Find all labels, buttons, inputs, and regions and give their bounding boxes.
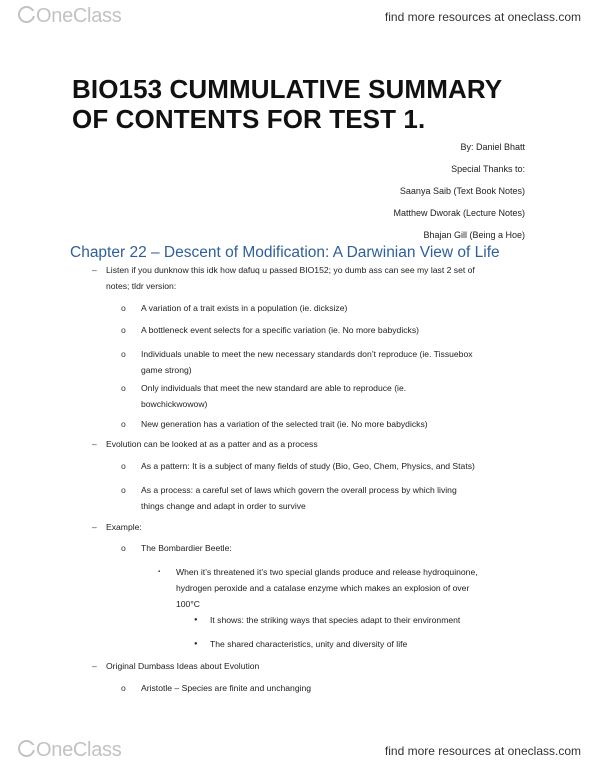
list-item-line: The shared characteristics, unity and diversity of life [210,639,408,649]
list-item-text [141,382,406,410]
credit-name: Saanya Saib (Text Book Notes) [399,186,525,196]
list-item-line: Individuals unable to meet the new necessary standards don’t reproduce (ie. Tissuebox [141,349,473,359]
bullet-marker-icon: – [92,439,97,449]
bullet-marker-icon: o [121,303,126,313]
list-item-line: A variation of a trait exists in a population (ie. dicksize) [141,303,348,313]
list-item-text [141,418,428,430]
credit-name: Matthew Dworak (Lecture Notes) [393,208,525,218]
bullet-marker-icon: o [121,461,126,471]
bullet-marker-icon: – [92,265,97,275]
list-item-text [106,660,259,672]
list-item-line: The Bombardier Beetle: [141,543,232,553]
title-line-1: BIO153 CUMMULATIVE SUMMARY [72,74,503,104]
list-item-line: As a pattern: It is a subject of many fields of study (Bio, Geo, Chem, Physics, and Stats) [141,461,475,471]
bullet-marker-icon: o [121,543,126,553]
list-item-text [176,566,478,610]
logo-text: OneClass [36,739,122,761]
list-item-line: It shows: the striking ways that species adapt to their environment [210,615,461,625]
list-item-line: As a process: a careful set of laws which govern the overall process by which living [141,485,457,495]
oneclass-logo-footer [18,740,121,760]
list-item-text [106,521,142,533]
bullet-marker-icon: – [92,522,97,532]
bullet-marker-icon: o [121,325,126,335]
list-item-line: Listen if you dunknow this idk how dafuq u passed BIO152; yo dumb ass can see my last 2 set of [106,265,475,275]
list-item-text [210,614,460,626]
bullet-marker-icon: o [121,683,126,693]
list-item-text [210,638,407,650]
logo-ring-icon [18,6,35,23]
list-item-line: Example: [106,522,142,532]
list-item-text [106,264,475,292]
list-item-line: When it’s threatened it’s two special glands produce and release hydroquinone, [176,567,478,577]
credit-thanks-label: Special Thanks to: [451,164,525,174]
bullet-marker-icon: ● [194,641,198,647]
list-item-line: 100°C [176,599,200,609]
list-item-text [141,484,457,512]
list-item-line: Original Dumbass Ideas about Evolution [106,661,260,671]
chapter-heading: Chapter 22 – Descent of Modification: A Darwinian View of Life [70,244,500,261]
footer-tagline[interactable]: find more resources at oneclass.com [384,744,581,758]
bullet-marker-icon: o [121,485,126,495]
list-item-line: notes; tldr version: [106,281,177,291]
bullet-marker-icon: o [121,419,126,429]
list-item-line: game strong) [141,365,192,375]
list-item-text [141,682,311,694]
bullet-marker-icon: ▪ [158,569,161,575]
credit-name: Bhajan Gill (Being a Hoe) [423,230,525,240]
list-item-line: Aristotle – Species are finite and unchanging [141,683,312,693]
list-item-line: Only individuals that meet the new standard are able to reproduce (ie. [141,383,407,393]
list-item-line: A bottleneck event selects for a specific variation (ie. No more babydicks) [141,325,419,335]
logo-text: OneClass [36,5,122,27]
list-item-line: Evolution can be looked at as a patter and as a process [106,439,318,449]
list-item-text [141,348,473,376]
list-item-line: things change and adapt in order to survive [141,501,306,511]
document-title [72,74,552,134]
list-item-text [141,460,475,472]
credit-author: By: Daniel Bhatt [460,142,525,152]
list-item-text [106,438,318,450]
title-line-2: OF CONTENTS FOR TEST 1. [72,104,426,134]
bullet-marker-icon: – [92,661,97,671]
list-item-line: bowchickwowow) [141,399,208,409]
list-item-line: New generation has a variation of the selected trait (ie. No more babydicks) [141,419,428,429]
header-tagline[interactable]: find more resources at oneclass.com [384,10,581,24]
bullet-marker-icon: o [121,349,126,359]
logo-ring-icon [18,740,35,757]
list-item-text [141,324,419,336]
bullet-marker-icon: o [121,383,126,393]
list-item-text [141,542,232,554]
bullet-marker-icon: ● [194,617,198,623]
list-item-text [141,302,347,314]
list-item-line: hydrogen peroxide and a catalase enzyme which makes an explosion of over [176,583,470,593]
oneclass-logo [18,6,121,26]
credits-block [393,136,525,246]
